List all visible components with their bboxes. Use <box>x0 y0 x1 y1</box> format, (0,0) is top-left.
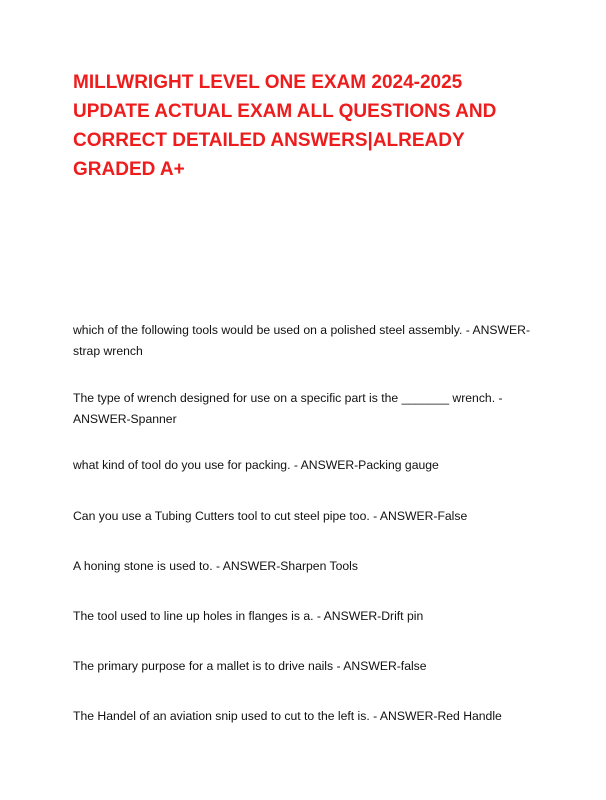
qa-item-3: what kind of tool do you use for packing. - ANSWER-Packing gauge <box>73 458 439 472</box>
document-title: MILLWRIGHT LEVEL ONE EXAM 2024-2025 UPDATE ACTUAL EXAM ALL QUESTIONS AND CORRECT DETAILED ANSWERS|ALREADY GRADED A+ <box>73 72 497 180</box>
qa-item-8: The Handel of an aviation snip used to cut to the left is. - ANSWER-Red Handle <box>73 709 502 723</box>
qa-item-7: The primary purpose for a mallet is to drive nails - ANSWER-false <box>73 659 427 673</box>
qa-item-6: The tool used to line up holes in flanges is a. - ANSWER-Drift pin <box>73 609 424 623</box>
qa-item-1: which of the following tools would be used on a polished steel assembly. - ANSWER-strap wrench <box>73 323 531 358</box>
qa-item-4: Can you use a Tubing Cutters tool to cut steel pipe too. - ANSWER-False <box>73 509 468 523</box>
qa-item-2: The type of wrench designed for use on a specific part is the _______ wrench. - ANSWER-Spanner <box>73 391 503 426</box>
qa-item-5: A honing stone is used to. - ANSWER-Sharpen Tools <box>73 559 358 573</box>
